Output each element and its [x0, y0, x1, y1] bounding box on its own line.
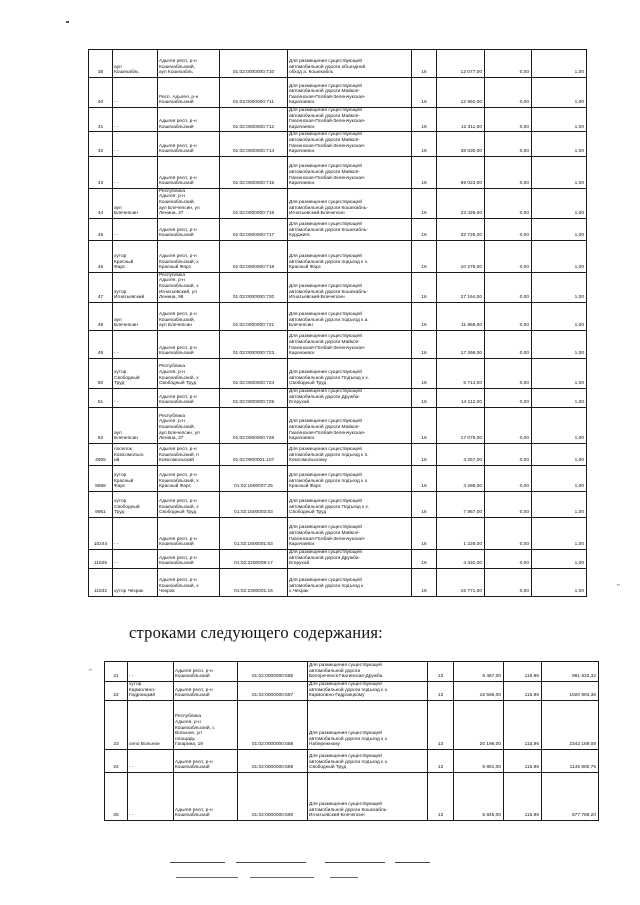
- cell-value: 1,00: [532, 465, 587, 491]
- cell-value: 1,00: [532, 568, 587, 596]
- cell-locality: - -: [113, 517, 158, 549]
- cell-cadastral-number: 01:02:1500003:63: [220, 491, 288, 517]
- cell-rate: 0,00: [485, 568, 532, 596]
- cell-address: Республика Адыгея, р-н Кошехабльский, х Свободный Труд: [158, 358, 220, 388]
- cell-locality: хутор Чехрак: [113, 568, 158, 596]
- cell-row-number: 43: [89, 156, 113, 188]
- cell-area: 7 867,00: [437, 491, 485, 517]
- table-row: [89, 218, 587, 240]
- cell-locality: - -: [113, 78, 158, 108]
- cell-category-code: 16: [412, 302, 437, 330]
- cell-rate: 0,00: [485, 50, 532, 78]
- cell-category-code: 16: [412, 218, 437, 240]
- cell-row-number: 49: [89, 330, 113, 358]
- cell-value: 1,00: [532, 218, 587, 240]
- cell-row-number: 41: [89, 108, 113, 132]
- cell-category-code: 16: [412, 517, 437, 549]
- table-row: [89, 388, 587, 407]
- cell-locality: хутор Красный Фарс: [113, 240, 158, 272]
- cell-locality: - -: [113, 388, 158, 407]
- cell-locality: - -: [113, 156, 158, 188]
- cell-area: 5 845,00: [454, 773, 504, 821]
- cell-category-code: 13: [428, 701, 454, 750]
- cell-category-code: 13: [428, 750, 454, 773]
- cell-row-number: 45: [89, 218, 113, 240]
- cell-rate: 0,00: [485, 358, 532, 388]
- cell-permitted-use: Для размещения существующей автомобильной дороги подъезд к х.Чехрак: [288, 568, 412, 596]
- cell-row-number: 40: [89, 78, 113, 108]
- cell-cadastral-number: 01:02:0000000:710: [220, 50, 288, 78]
- cell-permitted-use: Для размещения существующей автомобильной дороги Майкоп- Гиагинская-Псебай-Зеленчукская- Карачаевск: [288, 330, 412, 358]
- cell-area: 23 426,00: [437, 188, 485, 218]
- table-row: [89, 465, 587, 491]
- cell-locality: - -: [113, 218, 158, 240]
- cell-cadastral-number: 01:02:0000000:588: [238, 701, 308, 750]
- cell-permitted-use: Для размещения существующей автомобильной дороги Майкоп- Гиагинская-Псебай-Зеленчукская- Карачаевск: [288, 156, 412, 188]
- cell-rate: 0,00: [485, 302, 532, 330]
- cell-cadastral-number: 01:02:0900001:107: [220, 443, 288, 465]
- cell-area: 3 288,00: [437, 465, 485, 491]
- cell-value: 1,00: [532, 240, 587, 272]
- cell-locality: аул Блечепсин: [113, 407, 158, 443]
- cell-area: 17 076,00: [437, 407, 485, 443]
- cell-rate: 0,00: [485, 549, 532, 568]
- cell-category-code: 16: [412, 156, 437, 188]
- cell-area: 27 164,00: [437, 272, 485, 302]
- cell-rate: 0,00: [485, 272, 532, 302]
- cell-value: 981 833,32: [542, 662, 599, 682]
- cell-permitted-use: Для размещения существующей автомобильной дороги подъезд к х. Свободный Труд: [308, 750, 428, 773]
- table-row: [89, 240, 587, 272]
- cell-permitted-use: Для размещения существующей автомобильной дороги Майкоп- Гиагинская-Псебай-Зеленчукская- Карачаевск: [288, 108, 412, 132]
- cell-permitted-use: Для размещения существующей автомобильной дороги подъезд к х. Красный Фарс: [288, 240, 412, 272]
- cell-area: 1 228,00: [437, 517, 485, 549]
- cell-value: 1,00: [532, 78, 587, 108]
- cell-address: Адыгея респ, р-н Кошехабльский: [158, 517, 220, 549]
- cell-cadastral-number: 01:02:0000000:725: [220, 388, 288, 407]
- cell-category-code: 16: [412, 358, 437, 388]
- cell-cadastral-number: 01:02:0000000:717: [220, 218, 288, 240]
- cell-permitted-use: Для размещения существующей автомобильной дороги Майкоп- Гиагинская-Псебай-Зеленчукская- Карачаевск: [288, 517, 412, 549]
- table-row: [89, 78, 587, 108]
- cell-row-number: 51: [89, 388, 113, 407]
- cell-locality: - -: [128, 750, 174, 773]
- cell-rate: 115,96: [504, 773, 542, 821]
- cell-cadastral-number: 01:02:0000000:589: [238, 750, 308, 773]
- land-plots-table-bottom: [104, 661, 599, 821]
- margin-mark-right: ": [617, 583, 620, 591]
- cell-area: 20 196,00: [454, 701, 504, 750]
- cell-rate: 115,96: [504, 701, 542, 750]
- cell-category-code: 13: [428, 682, 454, 701]
- table-row: [89, 330, 587, 358]
- cell-address: Адыгея респ, р-н Кошехабльский, х Свободный Труд: [158, 491, 220, 517]
- cell-address: Адыгея респ, р-н Кошехабльский, аул Блечепсин: [158, 302, 220, 330]
- cell-value: 1,00: [532, 549, 587, 568]
- table-row: [89, 491, 587, 517]
- cell-address: Республика Адыгея, р-н Кошехабльский, с Вольное, ул площадь Гагарина, 19: [174, 701, 238, 750]
- cell-permitted-use: Для размещения существующей автомобильной дороги Майкоп- Гиагинская-Псебай-Зеленчукская- Карачаевск: [288, 78, 412, 108]
- cell-rate: 0,00: [485, 132, 532, 156]
- cell-category-code: 16: [412, 330, 437, 358]
- cell-cadastral-number: 01:02:0000000:587: [238, 682, 308, 701]
- footer-rule: [176, 877, 238, 878]
- cell-locality: аул Блечепсин: [113, 302, 158, 330]
- cell-value: 1,00: [532, 188, 587, 218]
- cell-cadastral-number: 01:02:0000000:712: [220, 108, 288, 132]
- cell-row-number: 24: [105, 750, 128, 773]
- cell-value: 1145 800,76: [542, 750, 599, 773]
- cell-row-number: 25: [105, 773, 128, 821]
- cell-rate: 0,00: [485, 465, 532, 491]
- cell-area: 10 276,00: [437, 240, 485, 272]
- cell-area: 11 868,00: [437, 302, 485, 330]
- table-row: [89, 132, 587, 156]
- cell-rate: 0,00: [485, 78, 532, 108]
- cell-permitted-use: Для размещения существующей автомобильной дороги подъезд к х. Кармолино-Гидроицкому: [308, 682, 428, 701]
- cell-locality: аул Кошехабль: [113, 50, 158, 78]
- cell-category-code: 16: [412, 108, 437, 132]
- cell-area: 4 432,00: [437, 549, 485, 568]
- cell-permitted-use: Для размещения существующей автомобильной дороги Майкоп- Гиагинская-Псебай-Зеленчукская- Карачаевск: [288, 407, 412, 443]
- cell-row-number: 10244: [89, 517, 113, 549]
- cell-cadastral-number: 01:02:0000000:720: [220, 272, 288, 302]
- cell-category-code: 13: [428, 662, 454, 682]
- cell-value: 1,00: [532, 132, 587, 156]
- cell-address: Адыгея респ, р-н Кошехабльский: [158, 156, 220, 188]
- cell-address: Адыгея респ, р-н Кошехабльский, х Чехрак: [158, 568, 220, 596]
- cell-cadastral-number: 01:02:2200009:17: [220, 549, 288, 568]
- table-row: [89, 517, 587, 549]
- cell-area: 12 992,00: [437, 78, 485, 108]
- cell-area: 12 077,00: [437, 50, 485, 78]
- table-row: [105, 773, 599, 821]
- cell-value: 1,00: [532, 443, 587, 465]
- cell-rate: 0,00: [485, 188, 532, 218]
- cell-rate: 0,00: [485, 407, 532, 443]
- cell-category-code: 16: [412, 388, 437, 407]
- cell-locality: село Вольное: [128, 701, 174, 750]
- cell-permitted-use: Для размещения существующей автомобильной дороги Майкоп- Гиагинская-Псебай-Зеленчукская- Карачаевск: [288, 132, 412, 156]
- table-row: [89, 443, 587, 465]
- cell-value: 1,00: [532, 491, 587, 517]
- cell-address: Республика Адыгея, р-н Кошехабльский, аул Блечепсин, ул Ленина, 37: [158, 407, 220, 443]
- cell-address: Адыгея респ, р-н Кошехабльский, п Комсомольский: [158, 443, 220, 465]
- table-top-body: [89, 50, 587, 597]
- cell-permitted-use: Для размещения существующей автомобильной дороги Кошехабль- Игнатьевский-Блечепсин: [288, 272, 412, 302]
- cell-area: 69 023,00: [437, 156, 485, 188]
- cell-category-code: 16: [412, 568, 437, 596]
- footer-rule: [236, 862, 306, 863]
- cell-permitted-use: Для размещения существующей автомобильной дороги Подъезд к х. Свободный Труд: [288, 491, 412, 517]
- cell-address: Адыгея респ, р-н Кошехабльский: [174, 662, 238, 682]
- cell-value: 677 786,20: [542, 773, 599, 821]
- cell-cadastral-number: 01:02:0000000:716: [220, 188, 288, 218]
- cell-address: Адыгея респ, р-н Кошехабльский: [174, 773, 238, 821]
- cell-row-number: 9868: [89, 465, 113, 491]
- table-row: [89, 272, 587, 302]
- table-row: [89, 407, 587, 443]
- cell-category-code: 16: [412, 78, 437, 108]
- cell-cadastral-number: 01:02:0000000:723: [220, 330, 288, 358]
- cell-rate: 0,00: [485, 156, 532, 188]
- cell-cadastral-number: 01:02:0000000:721: [220, 302, 288, 330]
- cell-area: 32 728,00: [437, 218, 485, 240]
- cell-locality: хутор Кармолино- Гидроицкий: [128, 682, 174, 701]
- cell-value: 1,00: [532, 407, 587, 443]
- cell-cadastral-number: 01:02:0000000:718: [220, 240, 288, 272]
- cell-rate: 0,00: [485, 443, 532, 465]
- cell-permitted-use: Для размещения существующей автомобильной дороги Белореченск-Гиагинская-Дружба: [308, 662, 428, 682]
- cell-category-code: 13: [428, 773, 454, 821]
- cell-cadastral-number: 01:02:0000000:714: [220, 132, 288, 156]
- table-row: [89, 50, 587, 78]
- table-row: [105, 682, 599, 701]
- cell-value: 1,00: [532, 50, 587, 78]
- cell-rate: 0,00: [485, 330, 532, 358]
- cell-cadastral-number: 01:02:0000000:724: [220, 358, 288, 388]
- table-row: [89, 549, 587, 568]
- cell-address: Адыгея респ, р-н Кошехабльский, х Красный Фарс: [158, 465, 220, 491]
- cell-row-number: 21: [105, 662, 128, 682]
- cell-cadastral-number: 01:02:1800001:63: [220, 517, 288, 549]
- cell-locality: аул Блечепсин: [113, 188, 158, 218]
- cell-rate: 0,00: [485, 491, 532, 517]
- cell-row-number: 44: [89, 188, 113, 218]
- cell-permitted-use: Для размещения существующей автомобильной дороги Кошехабль- Игнатьевский-Блечепсин: [288, 188, 412, 218]
- cell-address: Адыгея респ, р-н Кошехабльский: [174, 750, 238, 773]
- cell-area: 14 112,00: [437, 388, 485, 407]
- cell-address: Адыгея респ, р-н Кошехабльский: [158, 330, 220, 358]
- cell-area: 9 881,00: [454, 750, 504, 773]
- cell-locality: - -: [128, 773, 174, 821]
- cell-address: Адыгея респ, р-н Кошехабльский: [158, 218, 220, 240]
- cell-area: 12 311,00: [437, 108, 485, 132]
- table-row: [89, 188, 587, 218]
- table-row: [89, 108, 587, 132]
- cell-row-number: 38: [89, 50, 113, 78]
- footer-rule: [330, 877, 358, 878]
- cell-row-number: 4905: [89, 443, 113, 465]
- cell-address: Респ. Адыгея, р-н Кошехабльский: [158, 78, 220, 108]
- cell-permitted-use: Для размещения существующей автомобильной дороги объездной обход а. Кошехабль: [288, 50, 412, 78]
- cell-cadastral-number: 01:02:0000000:726: [220, 407, 288, 443]
- cell-value: 1,00: [532, 108, 587, 132]
- table-row: [105, 750, 599, 773]
- cell-cadastral-number: 01:02:1500007:25: [220, 465, 288, 491]
- cell-category-code: 16: [412, 188, 437, 218]
- cell-cadastral-number: 01:02:2300001:16: [220, 568, 288, 596]
- cell-address: Адыгея респ, р-н Кошехабльский: [158, 132, 220, 156]
- cell-permitted-use: Для размещения существующей автомобильной дороги подъезд к х. Красный Фарс: [288, 465, 412, 491]
- cell-address: Адыгея респ, р-н Кошехабльский: [158, 549, 220, 568]
- cell-permitted-use: Для размещения существующей автомобильной дороги Кошехабль- Игнатьевский-Блечепсин: [308, 773, 428, 821]
- cell-locality: хутор Игнатьевский: [113, 272, 158, 302]
- cell-locality: - -: [113, 330, 158, 358]
- cell-value: 1,00: [532, 517, 587, 549]
- cell-cadastral-number: 01:02:0000000:715: [220, 156, 288, 188]
- cell-rate: 0,00: [485, 517, 532, 549]
- table-row: [105, 701, 599, 750]
- cell-permitted-use: Для размещения существующей автомобильной дороги Дружба- Егерухай: [288, 549, 412, 568]
- cell-locality: хутор Свободный Труд: [113, 491, 158, 517]
- cell-category-code: 16: [412, 132, 437, 156]
- cell-address: Адыгея респ, р-н Кошехабльский: [158, 388, 220, 407]
- cell-row-number: 11625: [89, 549, 113, 568]
- cell-address: Адыгея респ, р-н Кошехабльский: [174, 682, 238, 701]
- cell-locality: - -: [113, 549, 158, 568]
- cell-area: 17 266,00: [437, 330, 485, 358]
- table-row: [105, 662, 599, 682]
- cell-value: 1,00: [532, 358, 587, 388]
- cell-category-code: 16: [412, 240, 437, 272]
- section-caption: строками следующего содержания:: [129, 623, 383, 642]
- cell-cadastral-number: 01:02:0000000:711: [220, 78, 288, 108]
- cell-category-code: 16: [412, 50, 437, 78]
- cell-locality: хутор Свободный Труд: [113, 358, 158, 388]
- cell-permitted-use: Для размещения существующей автомобильной дороги Подъезд к х. Свободный Труд: [288, 358, 412, 388]
- cell-address: Республика Адыгея, р-н Кошехабльский, х Игнатьевский, ул Ленина, 96: [158, 272, 220, 302]
- cell-locality: - -: [128, 662, 174, 682]
- cell-area: 15 771,00: [437, 568, 485, 596]
- cell-permitted-use: Для размещения существующей автомобильной дороги подъезд к п. Комсомольскому: [288, 443, 412, 465]
- cell-category-code: 16: [412, 549, 437, 568]
- footer-rule: [395, 862, 430, 863]
- table-row: [89, 302, 587, 330]
- cell-row-number: 46: [89, 240, 113, 272]
- cell-row-number: 50: [89, 358, 113, 388]
- table-bottom-body: [105, 662, 599, 821]
- cell-area: 3 257,00: [437, 443, 485, 465]
- cell-value: 1,00: [532, 272, 587, 302]
- cell-row-number: 42: [89, 132, 113, 156]
- cell-locality: - -: [113, 108, 158, 132]
- cell-permitted-use: Для размещения существующей автомобильной дороги Дружба- Егерухай: [288, 388, 412, 407]
- cell-value: 1,00: [532, 302, 587, 330]
- cell-address: Адыгея респ, р-н Кошехабльский, аул Кошехабль: [158, 50, 220, 78]
- cell-rate: 0,00: [485, 108, 532, 132]
- table-row: [89, 156, 587, 188]
- cell-address: Адыгея респ, р-н Кошехабльский: [158, 108, 220, 132]
- cell-category-code: 16: [412, 443, 437, 465]
- cell-rate: 115,96: [504, 682, 542, 701]
- cell-cadastral-number: 01:02:0000000:590: [238, 773, 308, 821]
- cell-locality: поселок Комсомольск ий: [113, 443, 158, 465]
- cell-address: Адыгея респ, р-н Кошехабльский, х Красный Фарс: [158, 240, 220, 272]
- cell-permitted-use: Для размещения существующей автомобильной дороги подъезд к х. Набережному: [308, 701, 428, 750]
- cell-value: 2342 169,08: [542, 701, 599, 750]
- cell-category-code: 16: [412, 272, 437, 302]
- cell-value: 1920 993,36: [542, 682, 599, 701]
- cell-area: 5 714,00: [437, 358, 485, 388]
- cell-permitted-use: Для размещения существующей автомобильной дороги Кошехабль- Курджипс: [288, 218, 412, 240]
- footer-rule: [250, 877, 314, 878]
- cell-rate: 115,96: [504, 750, 542, 773]
- cell-rate: 0,00: [485, 388, 532, 407]
- cell-category-code: 16: [412, 491, 437, 517]
- cell-permitted-use: Для размещения существующей автомобильной дороги подъезд к а. Блечепсин: [288, 302, 412, 330]
- cell-cadastral-number: 01:02:0000000:585: [238, 662, 308, 682]
- cell-locality: - -: [113, 132, 158, 156]
- margin-mark-left: ": [89, 668, 92, 676]
- cell-rate: 115,96: [504, 662, 542, 682]
- cell-rate: 0,00: [485, 240, 532, 272]
- cell-row-number: 22: [105, 682, 128, 701]
- cell-area: 16 566,00: [454, 682, 504, 701]
- footer-rule: [325, 862, 385, 863]
- table-row: [89, 358, 587, 388]
- cell-row-number: 48: [89, 302, 113, 330]
- cell-value: 1,00: [532, 156, 587, 188]
- cell-area: 8 467,00: [454, 662, 504, 682]
- cell-locality: хутор Красный Фарс: [113, 465, 158, 491]
- cell-category-code: 16: [412, 407, 437, 443]
- cell-value: 1,00: [532, 388, 587, 407]
- table-row: [89, 568, 587, 596]
- cell-row-number: 23: [105, 701, 128, 750]
- land-plots-table-top: [88, 49, 587, 597]
- cell-address: Республика Адыгея, р-н Кошехабльский, аул Блечепсин, ул Ленина, 37: [158, 188, 220, 218]
- cell-row-number: 47: [89, 272, 113, 302]
- cell-row-number: 11632: [89, 568, 113, 596]
- scan-speck: [66, 21, 69, 23]
- cell-value: 1,00: [532, 330, 587, 358]
- cell-row-number: 52: [89, 407, 113, 443]
- cell-row-number: 9951: [89, 491, 113, 517]
- cell-category-code: 16: [412, 465, 437, 491]
- cell-rate: 0,00: [485, 218, 532, 240]
- footer-rule: [170, 862, 225, 863]
- cell-area: 38 630,00: [437, 132, 485, 156]
